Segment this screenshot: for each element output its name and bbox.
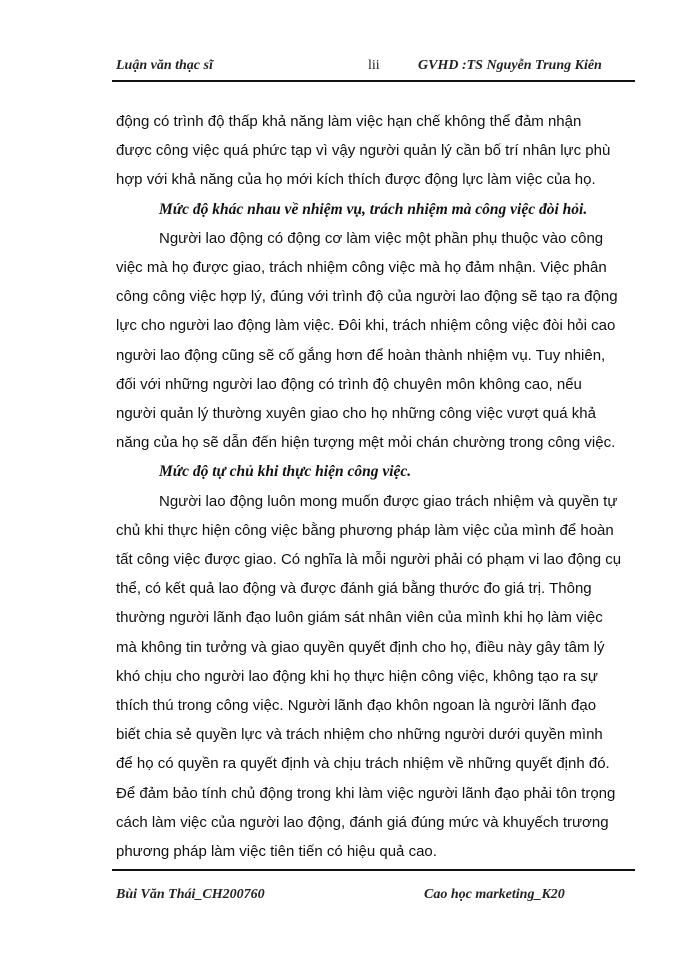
body-line: đối với những người lao động có trình độ chuyên môn không cao, nếu [116,375,582,393]
paragraph-first-line: Người lao động có động cơ làm việc một phần phụ thuộc vào công [159,229,604,247]
body-line: được công việc quá phức tạp vì vậy người quản lý cần bố trí nhân lực phù [116,142,611,160]
body-line: khó chịu cho người lao động khi họ thực hiện công việc, không tạo ra sự [116,667,598,685]
body-line: để họ có quyền ra quyết định và chịu trách nhiệm về những quyết định đó. [116,755,610,773]
body-line: công công việc hợp lý, đúng với trình độ của người lao động sẽ tạo ra động [116,288,618,306]
body-line: mà không tin tưởng và giao quyền quyết định cho họ, điều này gây tâm lý [116,638,605,656]
header-thesis-label: Luận văn thạc sĩ [116,58,213,73]
footer-author: Bùi Văn Thái_CH200760 [116,887,265,902]
body-line: Để đảm bảo tính chủ động trong khi làm việc người lãnh đạo phải tôn trọng [116,784,616,802]
footer-program: Cao học marketing_K20 [424,887,565,902]
body-line: người quản lý thường xuyên giao cho họ những công việc vượt quá khả [116,405,596,422]
header-advisor: GVHD :TS Nguyễn Trung Kiên [418,58,602,73]
body-line: hợp với khả năng của họ mới kích thích được động lực làm việc của họ. [116,171,596,189]
footer-divider [112,869,635,871]
page-number: lii [368,58,380,73]
body-line-last: phương pháp làm việc tiên tiến có hiệu quả cao. [116,843,437,860]
body-line: thích thú trong công việc. Người lãnh đạo khôn ngoan là người lãnh đạo [116,697,597,714]
section-heading: Mức độ tự chủ khi thực hiện công việc. [159,463,412,481]
paragraph-first-line: Người lao động luôn mong muốn được giao trách nhiệm và quyền tự [159,492,618,510]
body-line: động có trình độ thấp khả năng làm việc hạn chế không thể đảm nhận [116,113,582,130]
body-line: cách làm việc của người lao động, đánh giá đúng mức và khuyếch trương [116,813,609,831]
body-line: năng của họ sẽ dẫn đến hiện tượng mệt mỏi chán chường trong công việc. [116,434,616,452]
body-line: lực cho người lao động làm việc. Đôi khi, trách nhiệm công việc đòi hỏi cao [116,317,616,335]
body-line: chủ khi thực hiện công việc bằng phương pháp làm việc của mình để hoàn [116,521,614,539]
body-line: tất công việc được giao. Có nghĩa là mỗi người phải có phạm vi lao động cụ [116,551,622,568]
body-line: việc mà họ được giao, trách nhiệm công việc mà họ đảm nhận. Việc phân [116,259,607,276]
section-heading: Mức độ khác nhau về nhiệm vụ, trách nhiệm mà công việc đòi hỏi. [159,200,588,218]
body-line: người lao động cũng sẽ cố gắng hơn để hoàn thành nhiệm vụ. Tuy nhiên, [116,346,606,364]
body-line: thể, có kết quả lao động và được đánh giá bằng thước đo giá trị. Thông [116,580,592,598]
header-divider [112,80,635,82]
body-line: thường người lãnh đạo luôn giám sát nhân viên của mình khi họ làm việc [116,609,603,627]
body-line: biết chia sẻ quyền lực và trách nhiệm cho những người dưới quyền mình [116,726,603,744]
